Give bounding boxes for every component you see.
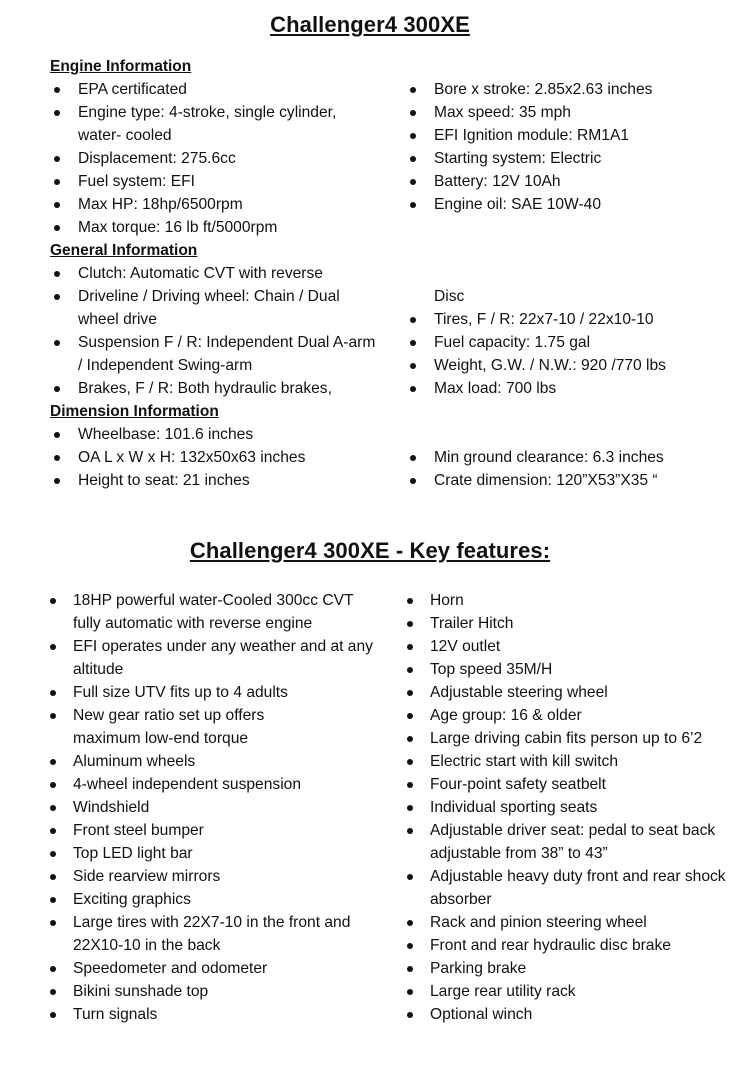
list-item: Side rearview mirrors xyxy=(46,865,366,888)
dimension-list-left xyxy=(50,423,380,492)
list-item: Fuel capacity: 1.75 gal xyxy=(406,331,726,354)
dimension-heading: Dimension Information xyxy=(50,403,219,420)
engine-heading: Engine Information xyxy=(50,58,192,75)
list-item: Weight, G.W. / N.W.: 920 /770 lbs xyxy=(406,354,726,377)
spec-right-column xyxy=(406,55,726,492)
general-heading: General Information xyxy=(50,242,198,259)
list-item: Parking brake xyxy=(403,957,728,980)
features-list-right xyxy=(403,589,728,1026)
list-item: Engine oil: SAE 10W-40 xyxy=(406,193,726,216)
list-item: Bikini sunshade top xyxy=(46,980,366,1003)
features-right-column xyxy=(403,589,728,1026)
spec-left-column xyxy=(50,55,380,492)
list-item: Bore x stroke: 2.85x2.63 inches xyxy=(406,78,726,101)
list-item: Max load: 700 lbs xyxy=(406,377,726,400)
list-item: Battery: 12V 10Ah xyxy=(406,170,726,193)
list-item: Brakes, F / R: Both hydraulic brakes, xyxy=(50,377,380,400)
list-item: Fuel system: EFI xyxy=(50,170,380,193)
list-item: Engine type: 4-stroke, single cylinder, water- cooled xyxy=(50,101,378,147)
list-item: Speedometer and odometer xyxy=(46,957,366,980)
list-item: Full size UTV fits up to 4 adults xyxy=(46,681,366,704)
features-list-left xyxy=(46,589,373,1026)
list-item: Max torque: 16 lb ft/5000rpm xyxy=(50,216,380,239)
list-item: Max speed: 35 mph xyxy=(406,101,726,124)
list-item: 4-wheel independent suspension xyxy=(46,773,366,796)
list-item: Suspension F / R: Independent Dual A-arm / Independent Swing-arm xyxy=(50,331,378,377)
list-item: Large rear utility rack xyxy=(403,980,728,1003)
list-item: Individual sporting seats xyxy=(403,796,728,819)
list-item: Turn signals xyxy=(46,1003,366,1026)
features-title: Challenger4 300XE - Key features: xyxy=(189,538,551,563)
list-item: Front and rear hydraulic disc brake xyxy=(403,934,728,957)
spec-title: Challenger4 300XE xyxy=(270,12,470,37)
list-item: Wheelbase: 101.6 inches xyxy=(50,423,380,446)
engine-list-right xyxy=(406,78,726,216)
features-left-column xyxy=(46,589,373,1026)
list-item: Top speed 35M/H xyxy=(403,658,728,681)
list-item: EPA certificated xyxy=(50,78,380,101)
list-item: Top LED light bar xyxy=(46,842,366,865)
list-item: Horn xyxy=(403,589,728,612)
list-item: Large tires with 22X7-10 in the front and 22X10-10 in the back xyxy=(46,911,378,957)
list-item: Rack and pinion steering wheel xyxy=(403,911,728,934)
list-item: Aluminum wheels xyxy=(46,750,366,773)
dimension-list-right xyxy=(406,446,726,492)
list-item: Age group: 16 & older xyxy=(403,704,728,727)
list-item: Four-point safety seatbelt xyxy=(403,773,728,796)
list-item: Optional winch xyxy=(403,1003,728,1026)
list-item: Max HP: 18hp/6500rpm xyxy=(50,193,380,216)
list-item: Adjustable steering wheel xyxy=(403,681,728,704)
engine-list-left xyxy=(50,78,380,239)
list-item: Windshield xyxy=(46,796,366,819)
list-item: Starting system: Electric xyxy=(406,147,726,170)
list-item: EFI operates under any weather and at any altitude xyxy=(46,635,378,681)
list-item: 12V outlet xyxy=(403,635,728,658)
list-item: Trailer Hitch xyxy=(403,612,728,635)
list-item: Large driving cabin fits person up to 6’2 xyxy=(403,727,730,750)
list-item: 18HP powerful water-Cooled 300cc CVT fully automatic with reverse engine xyxy=(46,589,363,635)
list-item: New gear ratio set up offers maximum low-end torque xyxy=(46,704,323,750)
general-list-right xyxy=(406,285,726,400)
brakes-continuation: Disc xyxy=(434,288,465,305)
list-item: Driveline / Driving wheel: Chain / Dual wheel drive xyxy=(50,285,363,331)
list-item: Adjustable heavy duty front and rear shock absorber xyxy=(403,865,735,911)
list-item: Clutch: Automatic CVT with reverse xyxy=(50,262,380,285)
general-list-left xyxy=(50,262,380,400)
list-item: Electric start with kill switch xyxy=(403,750,728,773)
list-item: EFI Ignition module: RM1A1 xyxy=(406,124,726,147)
list-item: Exciting graphics xyxy=(46,888,366,911)
list-item: Front steel bumper xyxy=(46,819,366,842)
list-item: Height to seat: 21 inches xyxy=(50,469,380,492)
list-item: OA L x W x H: 132x50x63 inches xyxy=(50,446,380,469)
list-item: Tires, F / R: 22x7-10 / 22x10-10 xyxy=(406,308,726,331)
list-item: Displacement: 275.6cc xyxy=(50,147,380,170)
list-item: Crate dimension: 120”X53”X35 “ xyxy=(406,469,726,492)
list-item: Min ground clearance: 6.3 inches xyxy=(406,446,726,469)
list-item: Adjustable driver seat: pedal to seat back adjustable from 38” to 43” xyxy=(403,819,730,865)
